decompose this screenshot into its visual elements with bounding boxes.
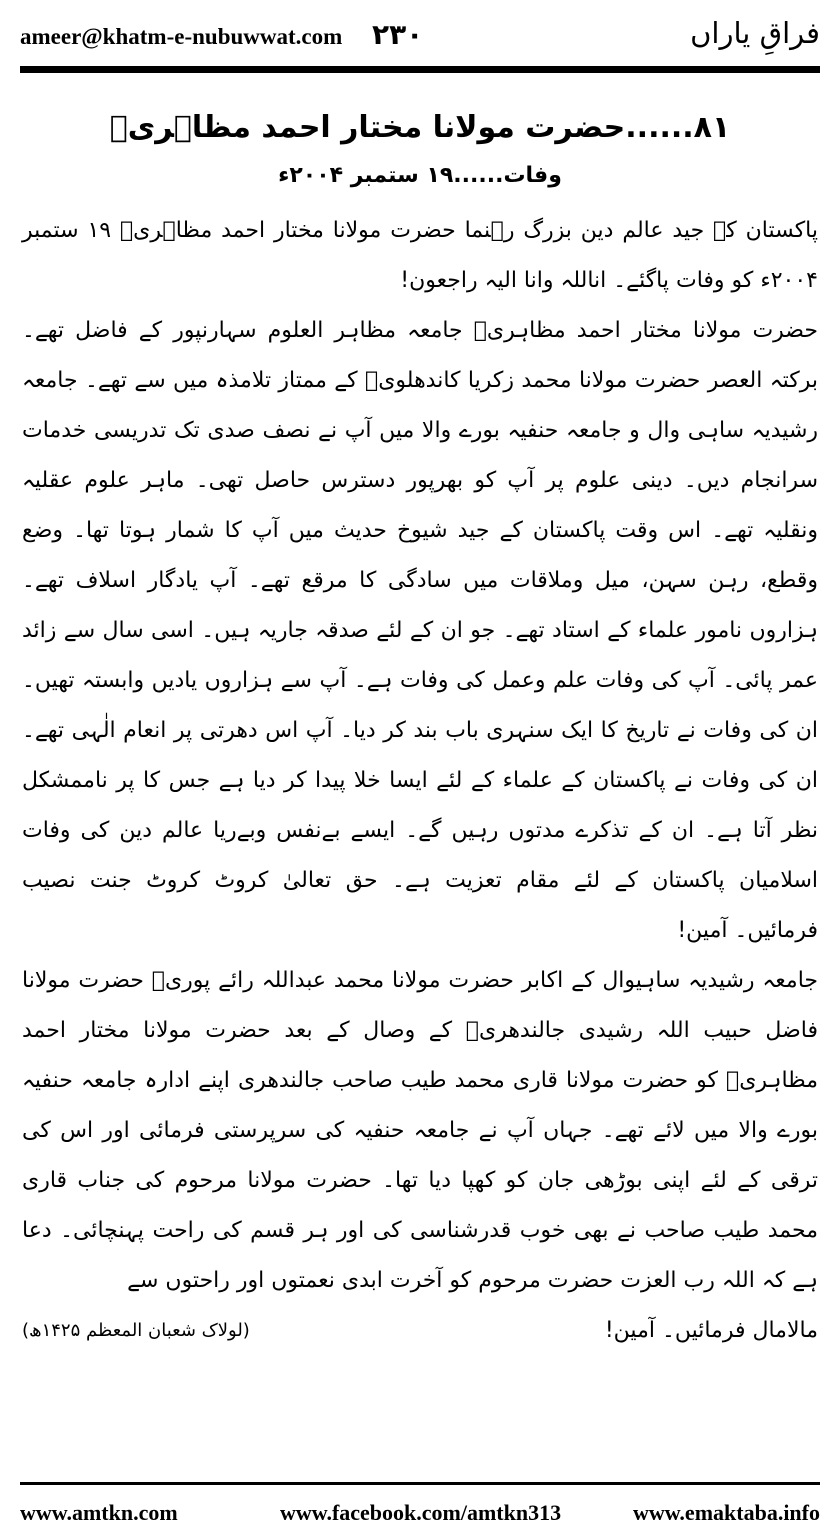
page-number: ۲۳۰ bbox=[372, 18, 424, 51]
page-header bbox=[20, 16, 820, 64]
footer-rule bbox=[20, 1482, 820, 1485]
header-rule bbox=[20, 66, 820, 73]
article-heading: ۸۱......حضرت مولانا مختار احمد مظاہریؒ bbox=[109, 110, 731, 145]
article-body bbox=[22, 100, 818, 1356]
header-email: ameer@khatm-e-nubuwwat.com bbox=[20, 24, 343, 49]
paragraph-1: پاکستان کے جید عالم دین بزرگ رہنما حضرت مولانا مختار احمد مظاہریؒ ۱۹ ستمبر ۲۰۰۴ء کو وفات پاگئے۔ اناللہ وانا الیہ راجعون! bbox=[22, 218, 819, 293]
paragraph-2: حضرت مولانا مختار احمد مظاہریؒ جامعہ مظاہر العلوم سہارنپور کے فاضل تھے۔ برکتہ العصر حضرت مولانا محمد زکریا کاندھلویؒ کے ممتاز تلامذہ میں سے تھے۔ جامعہ رشیدیہ ساہی وال و جامعہ حنفیہ بورے والا میں آپ نے نصف صدی تک تدریسی خدمات سرانجام دیں۔ دینی علوم پر آپ کو بھرپور دسترس حاصل تھی۔ ماہر علوم عقلیہ ونقلیہ تھے۔ اس وقت پاکستان کے جید شیوخ حدیث میں آپ کا شمار ہوتا تھا۔ وضع وقطع، رہن سہن، میل وملاقات میں سادگی کا مرقع تھے۔ آپ یادگار اسلاف تھے۔ ہزاروں نامور علماء کے استاد تھے۔ جو ان کے لئے صدقہ جاریہ ہیں۔ اسی سال سے زائد عمر پائی۔ آپ کی وفات علم وعمل کی وفات ہے۔ آپ سے ہزاروں یادیں وابستہ تھیں۔ ان کی وفات نے تاریخ کا ایک سنہری باب بند کر دیا۔ آپ اس دھرتی پر انعام الٰہی تھے۔ ان کی وفات نے پاکستان کے علماء کے لئے ایسا خلا پیدا کر دیا ہے جس کا پر ناممشکل نظر آتا ہے۔ ان کے تذکرے مدتوں رہیں گے۔ ایسے بےنفس وبےریا عالم دین کی وفات اسلامیان پاکستان کے لئے مقام تعزیت ہے۔ حق تعالیٰ کروٹ کروٹ جنت نصیب فرمائیں۔ آمین! bbox=[22, 318, 818, 943]
closing-line bbox=[22, 1306, 818, 1356]
paragraph-3: جامعہ رشیدیہ ساہیوال کے اکابر حضرت مولانا محمد عبداللہ رائے پوریؒ حضرت مولانا فاضل حبیب اللہ رشیدی جالندھریؒ کے وصال کے بعد حضرت مولانا مختار احمد مظاہریؒ کو حضرت مولانا قاری محمد طیب صاحب جالندھری اپنے ادارہ جامعہ حنفیہ بورے والا میں لائے تھے۔ جہاں آپ نے جامعہ حنفیہ کی سرپرستی فرمائی اور اس کی ترقی کے لئے اپنی بوڑھی جان کو کھپا دیا تھا۔ حضرت مولانا مرحوم کی جناب قاری محمد طیب صاحب نے بھی خوب قدرشناسی کی اور ہر قسم کی راحت پہنچائی۔ دعا ہے کہ اللہ رب العزت حضرت مرحوم کو آخرت ابدی نعمتوں اور راحتوں سے bbox=[22, 968, 818, 1293]
book-title: فراقِ یاراں bbox=[690, 16, 820, 50]
source-reference: (لولاک شعبان المعظم ۱۴۲۵ھ) bbox=[22, 1320, 250, 1341]
closing-text: مالامال فرمائیں۔ آمین! bbox=[604, 1318, 818, 1343]
death-date: وفات......۱۹ ستمبر ۲۰۰۴ء bbox=[278, 163, 562, 188]
page-footer bbox=[20, 1500, 820, 1530]
footer-link-emaktaba[interactable]: www.emaktaba.info bbox=[632, 1500, 820, 1525]
footer-link-amtkn[interactable]: www.amtkn.com bbox=[20, 1500, 178, 1525]
footer-link-facebook[interactable]: www.facebook.com/amtkn313 bbox=[280, 1500, 562, 1525]
